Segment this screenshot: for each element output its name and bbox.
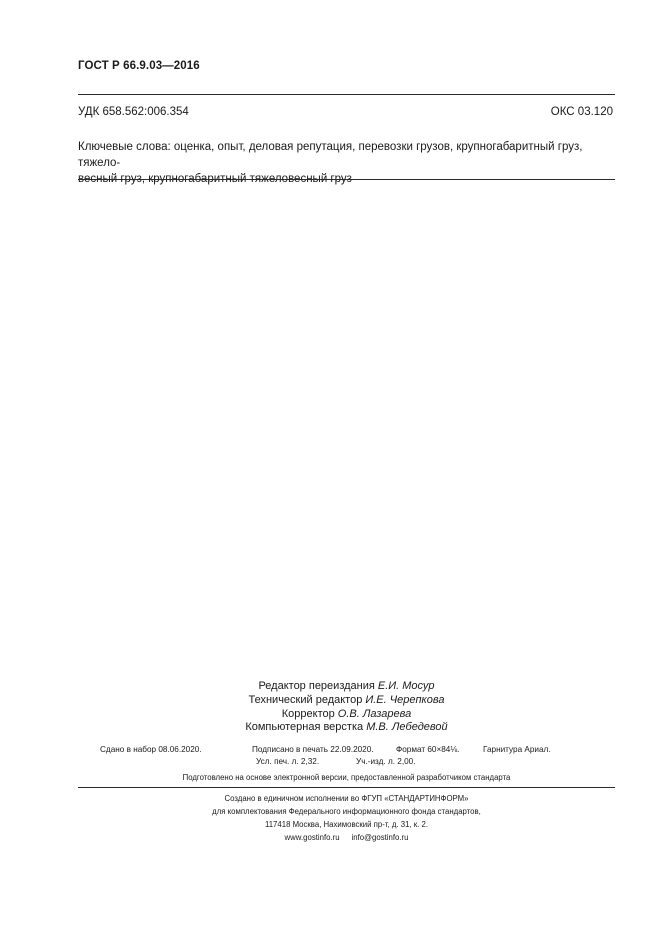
- keywords-divider: [78, 179, 615, 180]
- editor-credit: [78, 680, 615, 694]
- standard-number: ГОСТ Р 66.9.03—2016: [78, 60, 200, 72]
- printed-sheets: Усл. печ. л. 2,32.: [256, 757, 320, 766]
- layout-credit: [78, 721, 615, 735]
- credits-block: [78, 680, 615, 735]
- website-link[interactable]: www.gostinfo.ru: [284, 833, 340, 842]
- publisher-sheets: Уч.-изд. л. 2,00.: [356, 757, 416, 766]
- corrector-name: О.В. Лазарева: [337, 707, 412, 720]
- layout-label: Компьютерная верстка: [245, 721, 367, 734]
- typeface: Гарнитура Ариал.: [483, 745, 551, 754]
- publisher-contacts: [78, 831, 615, 844]
- keywords-line-2: весный груз, крупногабаритный тяжеловесный груз: [78, 173, 352, 185]
- publisher-line-1: Создано в единичном исполнении во ФГУП «СТАНДАРТИНФОРМ»: [224, 794, 469, 803]
- editor-name: Е.И. Мосур: [377, 680, 435, 692]
- email-link[interactable]: info@gostinfo.ru: [351, 833, 409, 842]
- signed-date: Подписано в печать 22.09.2020.: [252, 745, 374, 754]
- top-divider: [78, 94, 615, 95]
- tech-editor-credit: [78, 694, 615, 708]
- tech-editor-label: Технический редактор: [248, 693, 366, 706]
- editor-label: Редактор переиздания: [258, 680, 378, 692]
- tech-editor-name: И.Е. Черепкова: [365, 693, 445, 706]
- layout-name: М.В. Лебедевой: [366, 721, 448, 734]
- print-details-line-2: [256, 757, 415, 766]
- publisher-divider: [78, 787, 615, 788]
- udk-code: УДК 658.562:006.354: [78, 106, 189, 118]
- oks-code: ОКС 03.120: [550, 106, 613, 118]
- prepared-note: Подготовлено на основе электронной версии, предоставленной разработчиком стандарта: [182, 773, 511, 782]
- paper-format: Формат 60×84⅛.: [396, 745, 460, 754]
- keywords-line-1: Ключевые слова: оценка, опыт, деловая репутация, перевозки грузов, крупногабаритный груз, тяжело-: [78, 141, 583, 169]
- corrector-credit: [78, 708, 615, 722]
- print-details-line-1: [100, 745, 580, 754]
- publisher-line-2: для комплектования Федерального информационного фонда стандартов,: [212, 807, 481, 816]
- corrector-label: Корректор: [281, 707, 338, 720]
- publisher-address: 117418 Москва, Нахимовский пр-т, д. 31, к. 2.: [264, 820, 429, 829]
- publisher-block: [78, 792, 615, 844]
- submitted-date: Сдано в набор 08.06.2020.: [100, 745, 202, 754]
